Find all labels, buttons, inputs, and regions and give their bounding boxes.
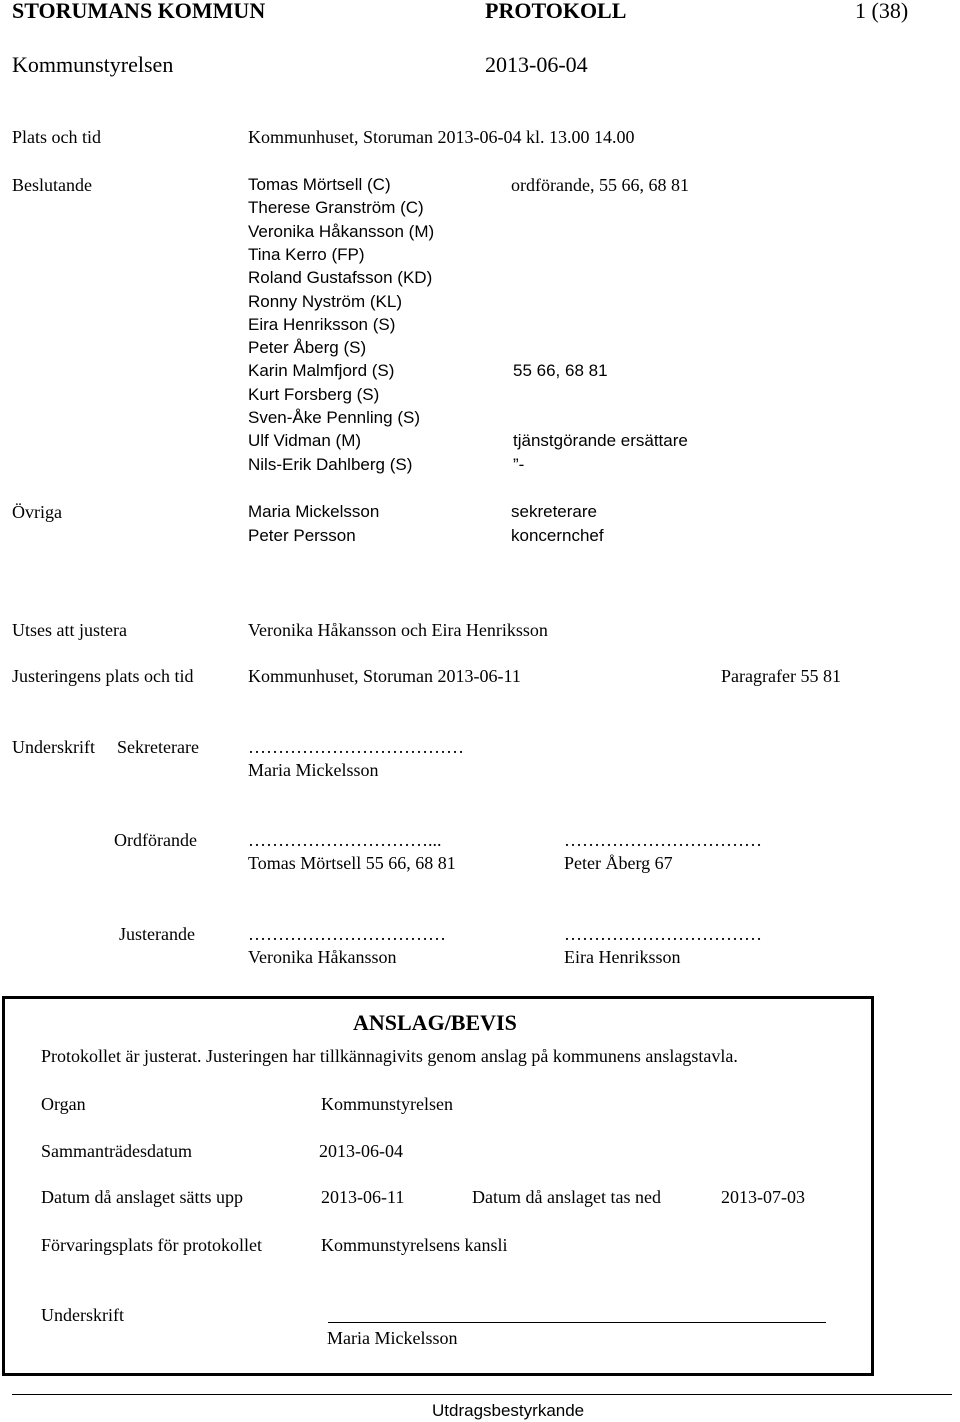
beslutande-member-name: Sven-Åke Pennling (S) bbox=[248, 408, 420, 427]
signature-line: …………………………… bbox=[248, 924, 446, 944]
sekreterare-name: Maria Mickelsson bbox=[248, 760, 379, 780]
sammantradesdatum-value: 2013-06-04 bbox=[319, 1141, 403, 1161]
paragrafer: Paragrafer 55 81 bbox=[721, 666, 841, 686]
organ-value: Kommunstyrelsen bbox=[321, 1094, 453, 1114]
signature-line: ……………………………… bbox=[248, 737, 464, 757]
underskrift-label: Underskrift bbox=[12, 737, 95, 757]
beslutande-member-name: Nils-Erik Dahlberg (S) bbox=[248, 455, 413, 474]
place-time-value: Kommunhuset, Storuman 2013-06-04 kl. 13.00 14.00 bbox=[248, 127, 635, 147]
ovriga-role: koncernchef bbox=[511, 526, 604, 545]
beslutande-member-name: Karin Malmfjord (S) bbox=[248, 361, 395, 380]
beslutande-member-note: 55 66, 68 81 bbox=[513, 361, 608, 380]
sekreterare-label: Sekreterare bbox=[117, 737, 199, 757]
signature-rule bbox=[328, 1322, 826, 1323]
signature-line: …………………………… bbox=[564, 924, 762, 944]
beslutande-member-name: Eira Henriksson (S) bbox=[248, 315, 396, 334]
beslutande-member-name: Ulf Vidman (M) bbox=[248, 431, 362, 450]
forvaring-label: Förvaringsplats för protokollet bbox=[41, 1235, 262, 1255]
beslutande-member-name: Veronika Håkansson (M) bbox=[248, 222, 435, 241]
org-name: STORUMANS KOMMUN bbox=[12, 0, 266, 23]
footer-rule bbox=[12, 1394, 952, 1395]
beslutande-member-name: Ronny Nyström (KL) bbox=[248, 292, 402, 311]
forvaring-value: Kommunstyrelsens kansli bbox=[321, 1235, 508, 1255]
beslutande-member-name: Kurt Forsberg (S) bbox=[248, 385, 380, 404]
anslag-underskrift-label: Underskrift bbox=[41, 1305, 124, 1325]
beslutande-member-note: ordförande, 55 66, 68 81 bbox=[511, 175, 689, 195]
beslutande-member-name: Therese Granström (C) bbox=[248, 198, 424, 217]
signature-line: …………………………... bbox=[248, 830, 442, 850]
committee-name: Kommunstyrelsen bbox=[12, 52, 174, 77]
page-number: 1 (38) bbox=[855, 0, 909, 23]
anslag-ned-value: 2013-07-03 bbox=[721, 1187, 805, 1207]
justering-value: Kommunhuset, Storuman 2013-06-11 bbox=[248, 666, 521, 686]
ordforande-name: Peter Åberg 67 bbox=[564, 853, 673, 873]
justerande-name: Eira Henriksson bbox=[564, 947, 681, 967]
beslutande-member-name: Peter Åberg (S) bbox=[248, 338, 367, 357]
justerande-label: Justerande bbox=[119, 924, 195, 944]
doc-type: PROTOKOLL bbox=[485, 0, 627, 23]
meeting-date: 2013-06-04 bbox=[485, 52, 588, 77]
anslag-underskrift-name: Maria Mickelsson bbox=[327, 1328, 458, 1348]
beslutande-member-note: tjänstgörande ersättare bbox=[513, 431, 688, 450]
beslutande-label: Beslutande bbox=[12, 175, 92, 195]
beslutande-member-name: Tomas Mörtsell (C) bbox=[248, 175, 391, 194]
justera-label: Utses att justera bbox=[12, 620, 127, 640]
anslag-title: ANSLAG/BEVIS bbox=[353, 1010, 517, 1035]
ordforande-name: Tomas Mörtsell 55 66, 68 81 bbox=[248, 853, 456, 873]
justering-label: Justeringens plats och tid bbox=[12, 666, 194, 686]
beslutande-member-name: Tina Kerro (FP) bbox=[248, 245, 365, 264]
anslag-ned-label: Datum då anslaget tas ned bbox=[472, 1187, 661, 1207]
ovriga-label: Övriga bbox=[12, 502, 62, 522]
anslag-upp-value: 2013-06-11 bbox=[321, 1187, 405, 1207]
sammantradesdatum-label: Sammanträdesdatum bbox=[41, 1141, 192, 1161]
anslag-upp-label: Datum då anslaget sätts upp bbox=[41, 1187, 243, 1207]
organ-label: Organ bbox=[41, 1094, 86, 1114]
beslutande-member-name: Roland Gustafsson (KD) bbox=[248, 268, 433, 287]
ovriga-role: sekreterare bbox=[511, 502, 597, 521]
justera-value: Veronika Håkansson och Eira Henriksson bbox=[248, 620, 548, 640]
signature-line: …………………………… bbox=[564, 830, 762, 850]
footer-text: Utdragsbestyrkande bbox=[432, 1401, 585, 1420]
justerande-name: Veronika Håkansson bbox=[248, 947, 397, 967]
place-time-label: Plats och tid bbox=[12, 127, 101, 147]
anslag-statement: Protokollet är justerat. Justeringen har tillkännagivits genom anslag på kommunens anslagstavla. bbox=[41, 1046, 738, 1066]
ovriga-name: Maria Mickelsson bbox=[248, 502, 380, 521]
ordforande-label: Ordförande bbox=[114, 830, 197, 850]
ovriga-name: Peter Persson bbox=[248, 526, 356, 545]
beslutande-member-note: ”- bbox=[513, 455, 525, 474]
